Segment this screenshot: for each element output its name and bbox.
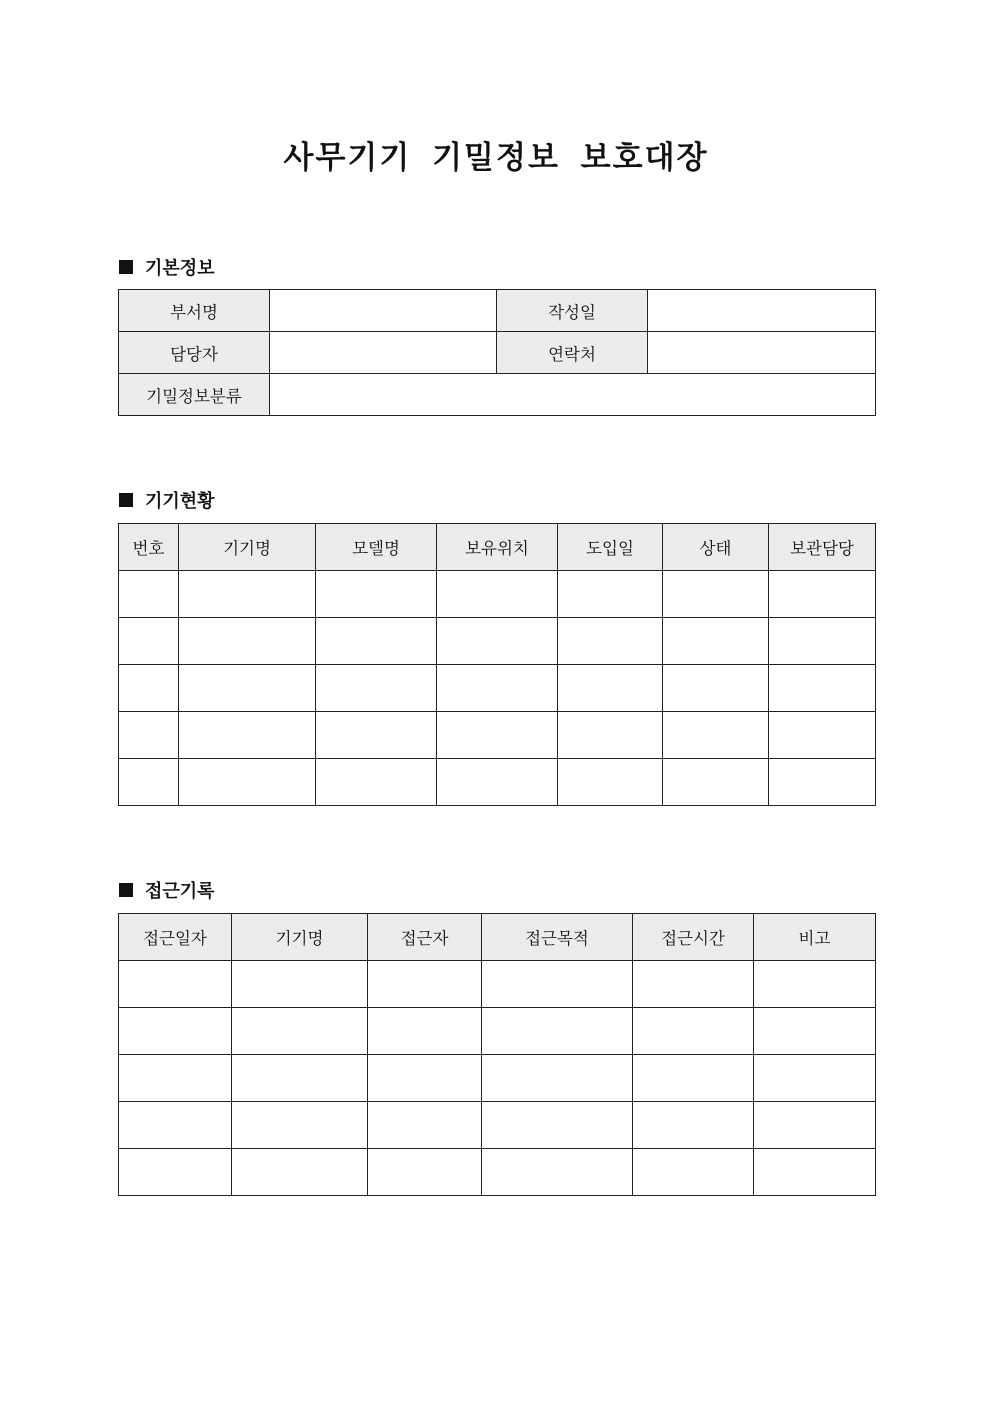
table-cell[interactable]: [769, 665, 876, 712]
table-cell[interactable]: [633, 1055, 754, 1102]
table-cell[interactable]: [754, 1102, 876, 1149]
table-row: [119, 290, 876, 332]
table-cell[interactable]: [558, 618, 663, 665]
table-cell[interactable]: [769, 618, 876, 665]
table-cell[interactable]: [633, 1149, 754, 1196]
table-cell[interactable]: [316, 618, 437, 665]
table-row: [119, 665, 876, 712]
section-access-label: 접근기록: [145, 881, 215, 902]
table-cell[interactable]: [368, 1055, 482, 1102]
table-row: [119, 759, 876, 806]
table-cell[interactable]: [119, 961, 232, 1008]
page-title: 사무기기 기밀정보 보호대장: [283, 140, 709, 176]
table-cell[interactable]: [179, 618, 316, 665]
table-cell[interactable]: [754, 961, 876, 1008]
table-row: [119, 571, 876, 618]
col-header-number: 번호: [119, 524, 179, 571]
table-cell[interactable]: [663, 759, 769, 806]
table-cell[interactable]: [558, 712, 663, 759]
section-devices-label: 기기현황: [145, 491, 215, 512]
table-cell[interactable]: [179, 759, 316, 806]
table-cell[interactable]: [232, 1008, 368, 1055]
date-field[interactable]: [648, 290, 876, 332]
section-basic-label: 기본정보: [145, 258, 215, 279]
classification-label: 기밀정보분류: [119, 374, 270, 416]
table-cell[interactable]: [119, 1008, 232, 1055]
table-row: [119, 332, 876, 374]
section-devices-heading: [119, 487, 215, 513]
table-cell[interactable]: [179, 571, 316, 618]
table-row: [119, 1055, 876, 1102]
table-cell[interactable]: [754, 1149, 876, 1196]
table-row: [119, 618, 876, 665]
contact-label: 연락처: [497, 332, 648, 374]
table-cell[interactable]: [368, 961, 482, 1008]
date-label: 작성일: [497, 290, 648, 332]
dept-label: 부서명: [119, 290, 270, 332]
table-cell[interactable]: [179, 665, 316, 712]
col-header-device-name: 기기명: [179, 524, 316, 571]
table-cell[interactable]: [769, 759, 876, 806]
table-cell[interactable]: [769, 571, 876, 618]
table-cell[interactable]: [633, 1102, 754, 1149]
table-cell[interactable]: [316, 665, 437, 712]
table-cell[interactable]: [482, 1149, 633, 1196]
table-cell[interactable]: [119, 1102, 232, 1149]
table-cell[interactable]: [437, 571, 558, 618]
basic-info-table: [118, 289, 876, 416]
dept-field[interactable]: [270, 290, 497, 332]
table-cell[interactable]: [316, 759, 437, 806]
table-cell[interactable]: [769, 712, 876, 759]
col-header-location: 보유위치: [437, 524, 558, 571]
manager-field[interactable]: [270, 332, 497, 374]
col-header-purpose: 접근목적: [482, 914, 633, 961]
table-cell[interactable]: [558, 759, 663, 806]
table-header-row: [119, 914, 876, 961]
table-row: [119, 374, 876, 416]
table-cell[interactable]: [316, 712, 437, 759]
table-row: [119, 712, 876, 759]
col-header-access-time: 접근시간: [633, 914, 754, 961]
table-cell[interactable]: [437, 759, 558, 806]
access-record-table: [118, 913, 876, 1196]
table-cell[interactable]: [558, 665, 663, 712]
table-cell[interactable]: [633, 1008, 754, 1055]
table-row: [119, 1008, 876, 1055]
table-cell[interactable]: [119, 1149, 232, 1196]
table-cell[interactable]: [119, 618, 179, 665]
col-header-intro-date: 도입일: [558, 524, 663, 571]
table-cell[interactable]: [482, 961, 633, 1008]
table-row: [119, 961, 876, 1008]
table-cell[interactable]: [558, 571, 663, 618]
table-cell[interactable]: [754, 1055, 876, 1102]
table-cell[interactable]: [232, 1149, 368, 1196]
table-cell[interactable]: [754, 1008, 876, 1055]
table-cell[interactable]: [119, 571, 179, 618]
table-row: [119, 1102, 876, 1149]
contact-field[interactable]: [648, 332, 876, 374]
col-header-model: 모델명: [316, 524, 437, 571]
table-cell[interactable]: [437, 665, 558, 712]
table-cell[interactable]: [179, 712, 316, 759]
table-cell[interactable]: [482, 1055, 633, 1102]
table-cell[interactable]: [119, 759, 179, 806]
table-cell[interactable]: [482, 1008, 633, 1055]
table-cell[interactable]: [232, 1102, 368, 1149]
table-cell[interactable]: [437, 712, 558, 759]
table-cell[interactable]: [368, 1102, 482, 1149]
table-cell[interactable]: [482, 1102, 633, 1149]
col-header-access-date: 접근일자: [119, 914, 232, 961]
col-header-status: 상태: [663, 524, 769, 571]
table-cell[interactable]: [368, 1008, 482, 1055]
table-cell[interactable]: [663, 712, 769, 759]
col-header-remarks: 비고: [754, 914, 876, 961]
device-status-table: [118, 523, 876, 806]
table-cell[interactable]: [633, 961, 754, 1008]
table-cell[interactable]: [663, 618, 769, 665]
square-bullet-icon: [119, 883, 133, 897]
table-cell[interactable]: [119, 1055, 232, 1102]
square-bullet-icon: [119, 493, 133, 507]
table-cell[interactable]: [119, 712, 179, 759]
table-cell[interactable]: [232, 1055, 368, 1102]
classification-field[interactable]: [270, 374, 876, 416]
section-access-heading: [119, 877, 215, 903]
table-row: [119, 1149, 876, 1196]
col-header-custodian: 보관담당: [769, 524, 876, 571]
table-cell[interactable]: [663, 571, 769, 618]
col-header-accessor: 접근자: [368, 914, 482, 961]
table-cell[interactable]: [119, 665, 179, 712]
table-cell[interactable]: [316, 571, 437, 618]
manager-label: 담당자: [119, 332, 270, 374]
table-cell[interactable]: [368, 1149, 482, 1196]
col-header-device-name: 기기명: [232, 914, 368, 961]
section-basic-heading: [119, 254, 215, 280]
table-cell[interactable]: [437, 618, 558, 665]
table-cell[interactable]: [663, 665, 769, 712]
table-header-row: [119, 524, 876, 571]
table-cell[interactable]: [232, 961, 368, 1008]
square-bullet-icon: [119, 260, 133, 274]
